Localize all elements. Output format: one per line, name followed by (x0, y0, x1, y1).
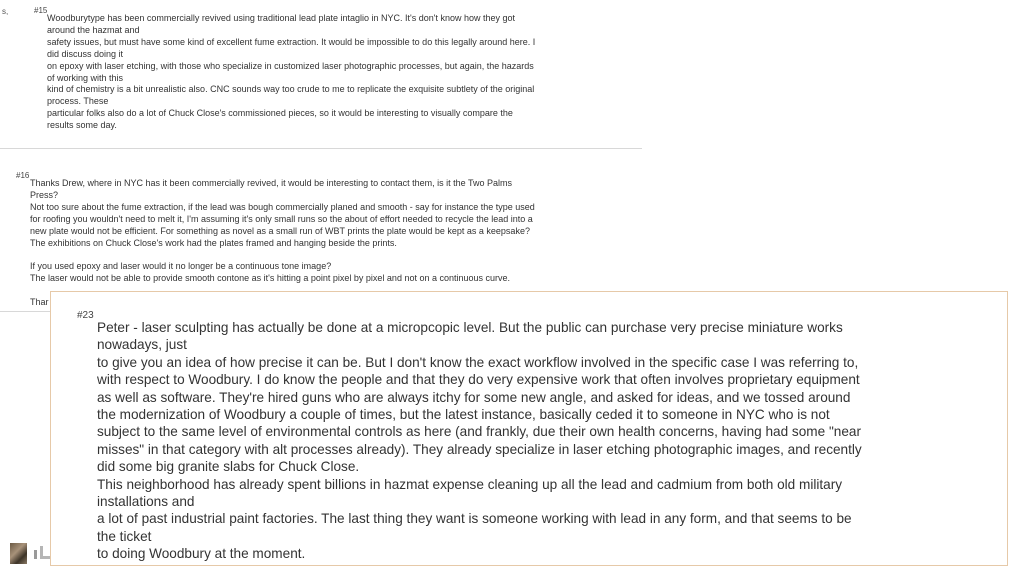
post-divider (0, 148, 642, 149)
popup-line: did some big granite slabs for Chuck Close. (97, 459, 360, 475)
popup-line: installations and (97, 494, 195, 510)
post-line: of working with this (47, 72, 124, 83)
popup-line: nowadays, just (97, 337, 187, 353)
popup-line: the modernization of Woodbury a couple of times, but the latest instance, basically ceded it to someone in NYC who is not (97, 407, 830, 423)
post-line: around the hazmat and (47, 24, 140, 35)
post-divider (0, 311, 50, 312)
post-line: did discuss doing it (47, 48, 124, 59)
post-line: Woodburytype has been commercially revived using traditional lead plate intaglio in NYC. It's don't know how they got (47, 13, 516, 23)
post-line: If you used epoxy and laser would it no longer be a continuous tone image? (30, 261, 332, 272)
post-number-16[interactable]: #16 (16, 171, 30, 180)
popup-line: misses" in that category with alt processes already). They already specialize in laser etching photographic images, and recently (97, 441, 862, 457)
post-line: Press? (30, 189, 59, 200)
post-line: safety issues, but must have some kind of excellent fume extraction. It would be impossible to do this legally around here. I (47, 36, 536, 47)
user-avatar-photo[interactable] (10, 543, 27, 564)
popup-line: a lot of past industrial paint factories. The last thing they want is someone working with lead in any form, and that seems to be (97, 511, 852, 527)
post-body-16 (30, 178, 535, 309)
popup-line: Peter - laser sculpting has actually be done at a micropcopic level. But the public can purchase very precise miniature works (97, 320, 843, 335)
popup-line: subject to the same level of environmental controls as here (and frankly, due their own health concerns, having had some "near (97, 424, 861, 440)
popup-line: as well as software. They're hired guns who are always itchy for some new angle, and asked for ideas, and we tossed around (97, 389, 851, 405)
post-line: Thar (30, 297, 49, 308)
post-line: Not too sure about the fume extraction, if the lead was bough commercially planed and smooth - say for instance the type used (30, 201, 535, 212)
popup-line: This neighborhood has already spent billions in hazmat expense cleaning up all the lead and cadmium from both old military (97, 476, 843, 492)
post-number-15[interactable]: #15 (34, 6, 48, 15)
popup-line: the ticket (97, 528, 152, 544)
quote-popup (50, 291, 1008, 566)
post-line: for roofing you wouldn't need to melt it, I'm assuming it's only small runs so the about of effort needed to recycle the lead into a (30, 213, 533, 224)
post-line: on epoxy with laser etching, with those who specialize in customized laser photographic processes, but again, the hazards (47, 60, 534, 71)
post-line: Thanks Drew, where in NYC has it been commercially revived, it would be interesting to contact them, is it the Two Palms (30, 178, 513, 188)
post-line (30, 249, 535, 261)
post-body-15 (47, 13, 535, 132)
popup-body (97, 319, 862, 563)
post-line: The exhibitions on Chuck Close's work had the plates framed and hanging beside the prints. (30, 237, 397, 248)
popup-line: with respect to Woodbury. I do know the people and that they do very expensive work that often involves proprietary equipment (97, 372, 860, 388)
popup-line: to give you an idea of how precise it can be. But I don't know the exact workflow involved in the specific case I was referring to, (97, 354, 859, 370)
stray-char: s, (2, 7, 9, 16)
post-line: process. These (47, 96, 109, 107)
popup-line: to doing Woodbury at the moment. (97, 546, 306, 562)
popup-post-number[interactable]: #23 (77, 310, 94, 321)
post-line: kind of chemistry is a bit unrealistic also. CNC sounds way too crude to me to replicate the exquisite subtlety of the original (47, 84, 535, 95)
post-line: The laser would not be able to provide smooth contone as it's hitting a point pixel by pixel and not on a continuous curve. (30, 273, 511, 284)
post-line: particular folks also do a lot of Chuck Close's commissioned pieces, so it would be interesting to visually compare the (47, 108, 513, 119)
post-line: results some day. (47, 120, 117, 131)
post-line: new plate would not be efficient. For something as novel as a small run of WBT prints the plate would be kept as a keepsake? (30, 225, 530, 236)
